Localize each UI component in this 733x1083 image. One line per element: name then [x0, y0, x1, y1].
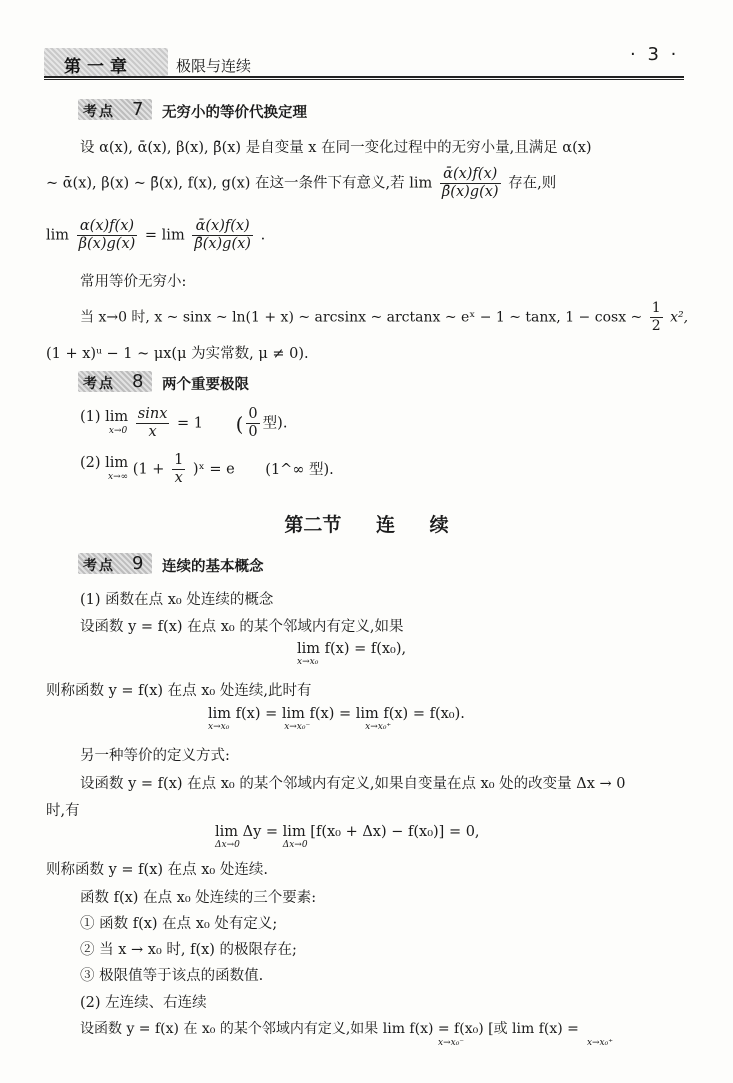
kp9-line2: 设函数 y = f(x) 在点 x₀ 的某个邻域内有定义,如果 — [80, 619, 404, 635]
kp8-badge — [78, 371, 152, 392]
kp7-line3-frac1 — [77, 218, 138, 253]
kp7-line5-end: x², — [670, 309, 689, 326]
limit2-fraction — [172, 452, 185, 487]
kp7-line2 — [46, 166, 556, 201]
kp9-line3-text: lim f(x) = f(x₀), — [297, 641, 407, 657]
chapter-title: 极限与连续 — [176, 57, 252, 75]
limit1-value: = 1 — [177, 415, 203, 432]
kp9-line8: 时,有 — [46, 803, 80, 819]
kp7-line2-fraction — [440, 166, 501, 201]
limit1-type-fraction — [246, 406, 259, 441]
kp9-line5-sub1: x→x₀ — [208, 722, 230, 732]
limit1-type: 型). — [262, 415, 288, 432]
limit1-den: x — [148, 424, 157, 440]
kp8-badge-label: 考点 — [83, 376, 115, 392]
kp9-line10: 则称函数 y = f(x) 在点 x₀ 处连续. — [46, 862, 268, 878]
kp9-line16-sub1: x→x₀⁻ — [438, 1038, 465, 1048]
chapter-tab — [44, 48, 168, 76]
limit1-paren: ( — [235, 411, 244, 436]
kp9-line5-subs — [208, 722, 465, 732]
kp9-line5 — [208, 706, 465, 732]
kp9-line3-sub: x→x₀ — [297, 657, 319, 667]
page-number: · 3 · — [630, 44, 680, 65]
kp9-line11: 函数 f(x) 在点 x₀ 处连续的三个要素: — [80, 890, 317, 906]
kp9-line9-subs — [215, 840, 480, 850]
kp9-line7: 设函数 y = f(x) 在点 x₀ 的某个邻域内有定义,如果自变量在点 x₀ 处的改变量 Δx → 0 — [80, 776, 626, 792]
kp9-badge — [78, 553, 152, 574]
kp7-line5-den: 2 — [651, 318, 661, 334]
limit-formula-2 — [80, 452, 334, 487]
kp7-line4: 常用等价无穷小: — [80, 274, 187, 290]
limit2-num: 1 — [174, 452, 184, 468]
section-title-1: 连 — [375, 514, 395, 536]
kp7-line3-num2: ᾱ(x)f(x) — [192, 218, 253, 236]
kp7-line2-end: 存在,则 — [508, 175, 557, 192]
limit-formula-1 — [80, 406, 287, 441]
kp9-line16-subs — [80, 1038, 613, 1048]
kp9-line9-sub2: Δx→0 — [282, 840, 308, 850]
kp9-line14: ③ 极限值等于该点的函数值. — [80, 968, 264, 984]
limit1-fraction — [136, 406, 170, 441]
limit1-lim-sub: x→0 — [108, 425, 128, 436]
limit1-type-den: 0 — [248, 424, 258, 440]
kp9-line15: (2) 左连续、右连续 — [80, 995, 207, 1011]
section-number: 第二节 — [284, 514, 342, 536]
kp7-line5-fraction — [650, 300, 663, 335]
kp9-title: 连续的基本概念 — [162, 559, 264, 575]
kp7-line5-num: 1 — [651, 300, 661, 316]
kp7-badge — [78, 99, 152, 120]
header-rule-thin — [44, 79, 684, 80]
kp7-line1: 设 α(x), ᾱ(x), β(x), β̄(x) 是自变量 x 在同一变化过程中的无穷小量,且满足 α(x) — [80, 140, 592, 156]
kp7-badge-number: 7 — [132, 99, 144, 120]
kp7-line2-text: ~ ᾱ(x), β(x) ~ β̄(x), f(x), g(x) 在这一条件下有意义,若 lim — [46, 175, 433, 192]
kp7-line3-den2: β̄(x)g(x) — [194, 236, 251, 252]
kp9-line16-text: 设函数 y = f(x) 在 x₀ 的某个邻域内有定义,如果 lim f(x) = f(x₀) [或 lim f(x) = — [80, 1021, 579, 1037]
kp9-line3 — [297, 641, 406, 667]
kp7-line5 — [80, 300, 688, 335]
kp9-line16 — [80, 1018, 613, 1048]
limit1-num: sinx — [137, 406, 168, 422]
kp9-line12: ① 函数 f(x) 在点 x₀ 处有定义; — [80, 916, 278, 932]
kp9-line16-sub2: x→x₀⁺ — [586, 1038, 613, 1048]
kp9-badge-label: 考点 — [83, 558, 115, 574]
kp7-line5-text: 当 x→0 时, x ~ sinx ~ ln(1 + x) ~ arcsinx ~ arctanx ~ eˣ − 1 ~ tanx, 1 − cosx ~ — [80, 309, 643, 326]
kp9-line9-text: lim Δy = lim [f(x₀ + Δx) − f(x₀)] = 0, — [215, 824, 480, 840]
kp7-line3-end: . — [260, 227, 266, 244]
limit2-close: )ˣ = e — [192, 461, 235, 478]
kp9-line13: ② 当 x → x₀ 时, f(x) 的极限存在; — [80, 942, 297, 958]
limit1-lim-text: (1) lim — [80, 408, 129, 425]
limit2-type: (1^∞ 型). — [265, 461, 334, 478]
kp9-line4: 则称函数 y = f(x) 在点 x₀ 处连续,此时有 — [46, 683, 312, 699]
kp7-line6: (1 + x)ᵘ − 1 ~ μx(μ 为实常数, μ ≠ 0). — [46, 346, 309, 362]
kp7-badge-label: 考点 — [83, 104, 115, 120]
kp7-line3-den1: β(x)g(x) — [78, 236, 136, 252]
kp8-title: 两个重要极限 — [162, 377, 249, 393]
section-title-2: 续 — [429, 514, 449, 536]
limit2-den: x — [174, 470, 183, 486]
limit2-lim — [80, 456, 128, 484]
kp9-line5-sub3: x→x₀⁺ — [365, 722, 392, 732]
kp9-line6: 另一种等价的定义方式: — [80, 748, 230, 764]
kp8-badge-number: 8 — [132, 371, 144, 392]
kp9-line5-sub2: x→x₀⁻ — [284, 722, 311, 732]
header-rule — [44, 76, 684, 78]
kp9-badge-number: 9 — [132, 553, 144, 574]
kp7-line3-mid: = lim — [144, 227, 185, 244]
limit1-type-num: 0 — [248, 406, 258, 422]
kp7-title: 无穷小的等价代换定理 — [162, 105, 307, 121]
kp7-line3-frac2 — [192, 218, 253, 253]
limit2-lim-sub: x→∞ — [108, 471, 129, 482]
kp7-line3 — [46, 218, 265, 253]
kp7-line2-den: β̄(x)g(x) — [441, 184, 499, 200]
kp9-line5-text: lim f(x) = lim f(x) = lim f(x) = f(x₀). — [208, 706, 465, 722]
chapter-label: 第一章 — [64, 57, 133, 77]
kp7-line3-num1: α(x)f(x) — [77, 218, 138, 236]
section-heading — [0, 510, 733, 537]
limit2-lim-text: (2) lim — [80, 454, 129, 471]
kp9-line9 — [215, 824, 480, 850]
kp9-line1: (1) 函数在点 x₀ 处连续的概念 — [80, 592, 274, 608]
kp7-line2-num: ᾱ(x)f(x) — [440, 166, 501, 184]
limit2-open: (1 + — [132, 461, 165, 478]
kp9-line9-sub1: Δx→0 — [215, 840, 240, 850]
kp7-line3-lim: lim — [46, 227, 70, 244]
limit1-lim — [80, 410, 128, 438]
